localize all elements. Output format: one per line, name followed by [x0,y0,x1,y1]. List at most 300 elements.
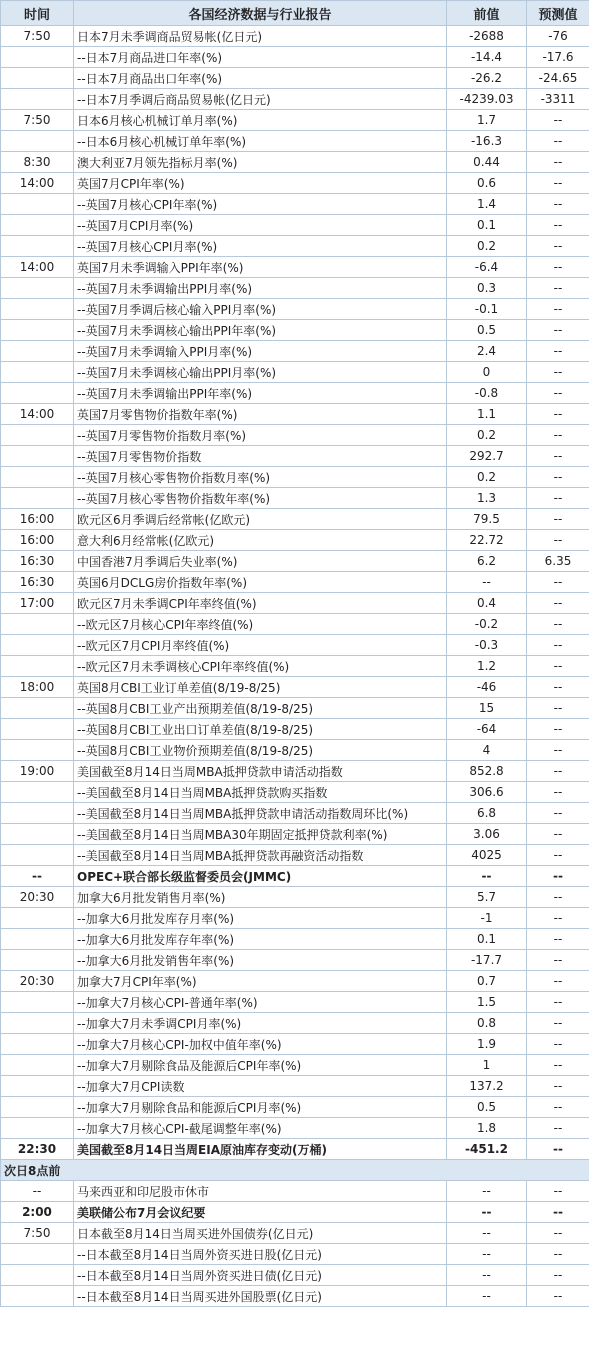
table-row [1,1118,589,1139]
previous-value-cell: -64 [447,719,527,740]
time-cell [1,1097,74,1118]
event-cell: 英国7月未季调输入PPI年率(%) [74,257,447,278]
event-cell: 日本7月未季调商品贸易帐(亿日元) [74,26,447,47]
previous-value-cell: 2.4 [447,341,527,362]
time-cell [1,320,74,341]
table-row [1,47,589,68]
time-cell [1,1076,74,1097]
time-cell: 22:30 [1,1139,74,1160]
forecast-value-cell: -- [527,929,589,950]
previous-value-cell: 22.72 [447,530,527,551]
time-cell [1,1265,74,1286]
forecast-value-cell: -- [527,698,589,719]
forecast-value-cell: -- [527,971,589,992]
time-cell [1,698,74,719]
time-cell [1,1034,74,1055]
previous-value-cell: 4 [447,740,527,761]
event-cell: --美国截至8月14日当周MBA30年期固定抵押贷款利率(%) [74,824,447,845]
table-row [1,803,589,824]
event-cell: --英国7月核心零售物价指数年率(%) [74,488,447,509]
time-cell: 7:50 [1,26,74,47]
table-row [1,110,589,131]
previous-value-cell: 0.4 [447,593,527,614]
forecast-value-cell: -- [527,425,589,446]
forecast-value-cell: -- [527,1265,589,1286]
table-row [1,824,589,845]
table-row [1,1244,589,1265]
time-cell [1,929,74,950]
time-cell [1,1013,74,1034]
time-cell [1,446,74,467]
table-row [1,278,589,299]
previous-value-cell: -- [447,1286,527,1307]
forecast-value-cell: -- [527,194,589,215]
event-cell: 美国截至8月14日当周EIA原油库存变动(万桶) [74,1139,447,1160]
event-cell: --英国8月CBI工业物价预期差值(8/19-8/25) [74,740,447,761]
time-cell [1,656,74,677]
forecast-value-cell: -- [527,866,589,887]
table-row [1,635,589,656]
event-cell: --日本7月商品进口年率(%) [74,47,447,68]
event-cell: --加拿大6月批发库存年率(%) [74,929,447,950]
table-row [1,761,589,782]
forecast-value-cell: -- [527,782,589,803]
previous-value-cell: 1 [447,1055,527,1076]
header-time: 时间 [1,1,74,26]
table-row [1,1013,589,1034]
previous-value-cell: 0.3 [447,278,527,299]
forecast-value-cell: -- [527,572,589,593]
previous-value-cell: 0.2 [447,467,527,488]
previous-value-cell: 137.2 [447,1076,527,1097]
previous-value-cell: -2688 [447,26,527,47]
event-cell: --加拿大7月核心CPI-截尾调整年率(%) [74,1118,447,1139]
previous-value-cell: 1.2 [447,656,527,677]
header-previous: 前值 [447,1,527,26]
table-row [1,362,589,383]
forecast-value-cell: -- [527,740,589,761]
time-cell [1,740,74,761]
table-row [1,929,589,950]
table-row [1,215,589,236]
table-row [1,782,589,803]
table-row [1,698,589,719]
time-cell [1,341,74,362]
event-cell: --日本截至8月14日当周外资买进日股(亿日元) [74,1244,447,1265]
table-row [1,1181,589,1202]
time-cell [1,614,74,635]
forecast-value-cell: -- [527,1097,589,1118]
previous-value-cell: -46 [447,677,527,698]
table-row [1,1265,589,1286]
table-row [1,383,589,404]
time-cell [1,467,74,488]
forecast-value-cell: -- [527,488,589,509]
previous-value-cell: 6.8 [447,803,527,824]
previous-value-cell: -0.8 [447,383,527,404]
previous-value-cell: 79.5 [447,509,527,530]
event-cell: --日本7月商品出口年率(%) [74,68,447,89]
header-forecast: 预测值 [527,1,589,26]
table-row [1,572,589,593]
table-row [1,89,589,110]
time-cell [1,89,74,110]
event-cell: --英国7月核心零售物价指数月率(%) [74,467,447,488]
time-cell [1,236,74,257]
previous-value-cell: 3.06 [447,824,527,845]
time-cell [1,719,74,740]
event-cell: 意大利6月经常帐(亿欧元) [74,530,447,551]
forecast-value-cell: -- [527,257,589,278]
previous-value-cell: 0.5 [447,320,527,341]
event-cell: --加拿大7月剔除食品和能源后CPI月率(%) [74,1097,447,1118]
header-event: 各国经济数据与行业报告 [74,1,447,26]
table-row [1,68,589,89]
time-cell: 20:30 [1,971,74,992]
forecast-value-cell: -- [527,383,589,404]
event-cell: --英国8月CBI工业产出预期差值(8/19-8/25) [74,698,447,719]
table-row [1,551,589,572]
table-row [1,236,589,257]
forecast-value-cell: -- [527,320,589,341]
table-row [1,1097,589,1118]
event-cell: --英国7月零售物价指数 [74,446,447,467]
forecast-value-cell: -- [527,278,589,299]
time-cell: 18:00 [1,677,74,698]
time-cell: -- [1,866,74,887]
previous-value-cell: 306.6 [447,782,527,803]
table-row [1,257,589,278]
forecast-value-cell: -- [527,110,589,131]
table-row [1,908,589,929]
time-cell [1,278,74,299]
event-cell: --日本截至8月14日当周买进外国股票(亿日元) [74,1286,447,1307]
previous-value-cell: 1.4 [447,194,527,215]
previous-value-cell: -0.1 [447,299,527,320]
previous-value-cell: -1 [447,908,527,929]
previous-value-cell: 1.5 [447,992,527,1013]
previous-value-cell: -- [447,1202,527,1223]
previous-value-cell: 0.5 [447,1097,527,1118]
forecast-value-cell: -- [527,509,589,530]
table-row [1,320,589,341]
table-body [1,26,589,1307]
time-cell [1,362,74,383]
event-cell: --美国截至8月14日当周MBA抵押贷款购买指数 [74,782,447,803]
time-cell: 16:00 [1,530,74,551]
previous-value-cell: -4239.03 [447,89,527,110]
event-cell: --英国7月核心CPI月率(%) [74,236,447,257]
table-row [1,866,589,887]
forecast-value-cell: 6.35 [527,551,589,572]
table-row [1,845,589,866]
forecast-value-cell: -- [527,803,589,824]
event-cell: 英国7月零售物价指数年率(%) [74,404,447,425]
forecast-value-cell: -- [527,299,589,320]
table-row [1,1286,589,1307]
table-row [1,425,589,446]
table-row [1,530,589,551]
event-cell: --日本6月核心机械订单年率(%) [74,131,447,152]
table-row [1,950,589,971]
table-row [1,1202,589,1223]
event-cell: 英国6月DCLG房价指数年率(%) [74,572,447,593]
event-cell: --加拿大7月未季调CPI月率(%) [74,1013,447,1034]
time-cell [1,992,74,1013]
time-cell [1,1244,74,1265]
time-cell [1,383,74,404]
forecast-value-cell: -- [527,173,589,194]
table-row [1,614,589,635]
forecast-value-cell: -- [527,446,589,467]
table-row [1,131,589,152]
forecast-value-cell: -- [527,1286,589,1307]
table-row [1,1223,589,1244]
forecast-value-cell: -- [527,1118,589,1139]
previous-value-cell: 15 [447,698,527,719]
forecast-value-cell: -- [527,1013,589,1034]
forecast-value-cell: -- [527,1076,589,1097]
forecast-value-cell: -- [527,1139,589,1160]
time-cell [1,824,74,845]
forecast-value-cell: -- [527,215,589,236]
event-cell: --加拿大7月核心CPI-普通年率(%) [74,992,447,1013]
event-cell: --英国7月未季调输出PPI年率(%) [74,383,447,404]
event-cell: 澳大利亚7月领先指标月率(%) [74,152,447,173]
table-row [1,341,589,362]
event-cell: --英国7月CPI月率(%) [74,215,447,236]
event-cell: 加拿大6月批发销售月率(%) [74,887,447,908]
table-row [1,467,589,488]
section-row [1,1160,589,1181]
table-row [1,719,589,740]
forecast-value-cell: -- [527,467,589,488]
event-cell: --英国7月季调后核心输入PPI月率(%) [74,299,447,320]
forecast-value-cell: -- [527,845,589,866]
previous-value-cell: 1.1 [447,404,527,425]
forecast-value-cell: -76 [527,26,589,47]
time-cell [1,1055,74,1076]
previous-value-cell: 0.6 [447,173,527,194]
event-cell: 加拿大7月CPI年率(%) [74,971,447,992]
forecast-value-cell: -- [527,1034,589,1055]
forecast-value-cell: -- [527,677,589,698]
previous-value-cell: -451.2 [447,1139,527,1160]
previous-value-cell: -16.3 [447,131,527,152]
previous-value-cell: -17.7 [447,950,527,971]
forecast-value-cell: -- [527,635,589,656]
previous-value-cell: 852.8 [447,761,527,782]
event-cell: 日本6月核心机械订单月率(%) [74,110,447,131]
time-cell [1,1286,74,1307]
forecast-value-cell: -3311 [527,89,589,110]
previous-value-cell: 4025 [447,845,527,866]
event-cell: 英国7月CPI年率(%) [74,173,447,194]
forecast-value-cell: -- [527,131,589,152]
event-cell: --加拿大7月CPI读数 [74,1076,447,1097]
section-label: 次日8点前 [1,1160,589,1181]
table-row [1,593,589,614]
event-cell: --加拿大7月核心CPI-加权中值年率(%) [74,1034,447,1055]
time-cell: 14:00 [1,404,74,425]
forecast-value-cell: -- [527,1223,589,1244]
table-row [1,509,589,530]
event-cell: --英国7月未季调核心输出PPI月率(%) [74,362,447,383]
time-cell [1,908,74,929]
event-cell: --英国7月未季调输出PPI月率(%) [74,278,447,299]
forecast-value-cell: -- [527,362,589,383]
previous-value-cell: 0.8 [447,1013,527,1034]
time-cell: 20:30 [1,887,74,908]
time-cell: 14:00 [1,257,74,278]
time-cell [1,950,74,971]
table-row [1,152,589,173]
table-row [1,488,589,509]
event-cell: 中国香港7月季调后失业率(%) [74,551,447,572]
forecast-value-cell: -- [527,1244,589,1265]
previous-value-cell: -0.3 [447,635,527,656]
table-row [1,1034,589,1055]
previous-value-cell: 0.1 [447,929,527,950]
time-cell [1,299,74,320]
event-cell: OPEC+联合部长级监督委员会(JMMC) [74,866,447,887]
table-row [1,26,589,47]
time-cell [1,215,74,236]
time-cell [1,425,74,446]
table-row [1,887,589,908]
table-row [1,740,589,761]
table-row [1,194,589,215]
event-cell: --英国8月CBI工业出口订单差值(8/19-8/25) [74,719,447,740]
previous-value-cell: 0.7 [447,971,527,992]
time-cell [1,194,74,215]
event-cell: --英国7月未季调输入PPI月率(%) [74,341,447,362]
time-cell: 17:00 [1,593,74,614]
forecast-value-cell: -- [527,992,589,1013]
table-row [1,677,589,698]
previous-value-cell: -26.2 [447,68,527,89]
previous-value-cell: 0.44 [447,152,527,173]
table-header-row [1,1,589,26]
forecast-value-cell: -- [527,1202,589,1223]
event-cell: --欧元区7月未季调核心CPI年率终值(%) [74,656,447,677]
forecast-value-cell: -- [527,761,589,782]
previous-value-cell: -- [447,1244,527,1265]
previous-value-cell: -- [447,572,527,593]
previous-value-cell: 292.7 [447,446,527,467]
previous-value-cell: -0.2 [447,614,527,635]
time-cell [1,845,74,866]
table-row [1,404,589,425]
event-cell: --日本截至8月14日当周外资买进日债(亿日元) [74,1265,447,1286]
time-cell [1,488,74,509]
previous-value-cell: -- [447,1223,527,1244]
event-cell: --美国截至8月14日当周MBA抵押贷款申请活动指数周环比(%) [74,803,447,824]
time-cell: -- [1,1181,74,1202]
forecast-value-cell: -- [527,950,589,971]
forecast-value-cell: -24.65 [527,68,589,89]
previous-value-cell: 0.2 [447,425,527,446]
forecast-value-cell: -- [527,404,589,425]
time-cell [1,131,74,152]
forecast-value-cell: -- [527,341,589,362]
previous-value-cell: -14.4 [447,47,527,68]
previous-value-cell: -- [447,866,527,887]
forecast-value-cell: -- [527,614,589,635]
event-cell: --欧元区7月核心CPI年率终值(%) [74,614,447,635]
event-cell: 美联储公布7月会议纪要 [74,1202,447,1223]
table-row [1,1139,589,1160]
forecast-value-cell: -- [527,908,589,929]
event-cell: --加拿大6月批发销售年率(%) [74,950,447,971]
forecast-value-cell: -- [527,887,589,908]
forecast-value-cell: -- [527,236,589,257]
forecast-value-cell: -- [527,593,589,614]
event-cell: --英国7月核心CPI年率(%) [74,194,447,215]
event-cell: 马来西亚和印尼股市休市 [74,1181,447,1202]
event-cell: --加拿大7月剔除食品及能源后CPI年率(%) [74,1055,447,1076]
event-cell: 日本截至8月14日当周买进外国债券(亿日元) [74,1223,447,1244]
forecast-value-cell: -- [527,1055,589,1076]
forecast-value-cell: -- [527,530,589,551]
time-cell: 7:50 [1,110,74,131]
time-cell [1,635,74,656]
forecast-value-cell: -- [527,824,589,845]
forecast-value-cell: -- [527,1181,589,1202]
event-cell: --英国7月未季调核心输出PPI年率(%) [74,320,447,341]
table-row [1,1055,589,1076]
forecast-value-cell: -- [527,719,589,740]
previous-value-cell: 0.1 [447,215,527,236]
event-cell: 欧元区7月未季调CPI年率终值(%) [74,593,447,614]
time-cell: 2:00 [1,1202,74,1223]
time-cell [1,803,74,824]
event-cell: --加拿大6月批发库存月率(%) [74,908,447,929]
previous-value-cell: -- [447,1181,527,1202]
table-row [1,656,589,677]
forecast-value-cell: -- [527,152,589,173]
table-row [1,446,589,467]
previous-value-cell: 1.8 [447,1118,527,1139]
time-cell: 8:30 [1,152,74,173]
time-cell: 7:50 [1,1223,74,1244]
time-cell: 16:30 [1,572,74,593]
event-cell: --英国7月零售物价指数月率(%) [74,425,447,446]
table-row [1,1076,589,1097]
previous-value-cell: 1.9 [447,1034,527,1055]
event-cell: --美国截至8月14日当周MBA抵押贷款再融资活动指数 [74,845,447,866]
time-cell: 19:00 [1,761,74,782]
previous-value-cell: 0.2 [447,236,527,257]
event-cell: 英国8月CBI工业订单差值(8/19-8/25) [74,677,447,698]
forecast-value-cell: -- [527,656,589,677]
previous-value-cell: 1.3 [447,488,527,509]
time-cell [1,1118,74,1139]
event-cell: 美国截至8月14日当周MBA抵押贷款申请活动指数 [74,761,447,782]
event-cell: --欧元区7月CPI月率终值(%) [74,635,447,656]
table-row [1,992,589,1013]
previous-value-cell: 6.2 [447,551,527,572]
time-cell: 16:30 [1,551,74,572]
forecast-value-cell: -17.6 [527,47,589,68]
previous-value-cell: 5.7 [447,887,527,908]
table-row [1,299,589,320]
time-cell [1,47,74,68]
time-cell [1,782,74,803]
time-cell: 14:00 [1,173,74,194]
event-cell: --日本7月季调后商品贸易帐(亿日元) [74,89,447,110]
previous-value-cell: 1.7 [447,110,527,131]
